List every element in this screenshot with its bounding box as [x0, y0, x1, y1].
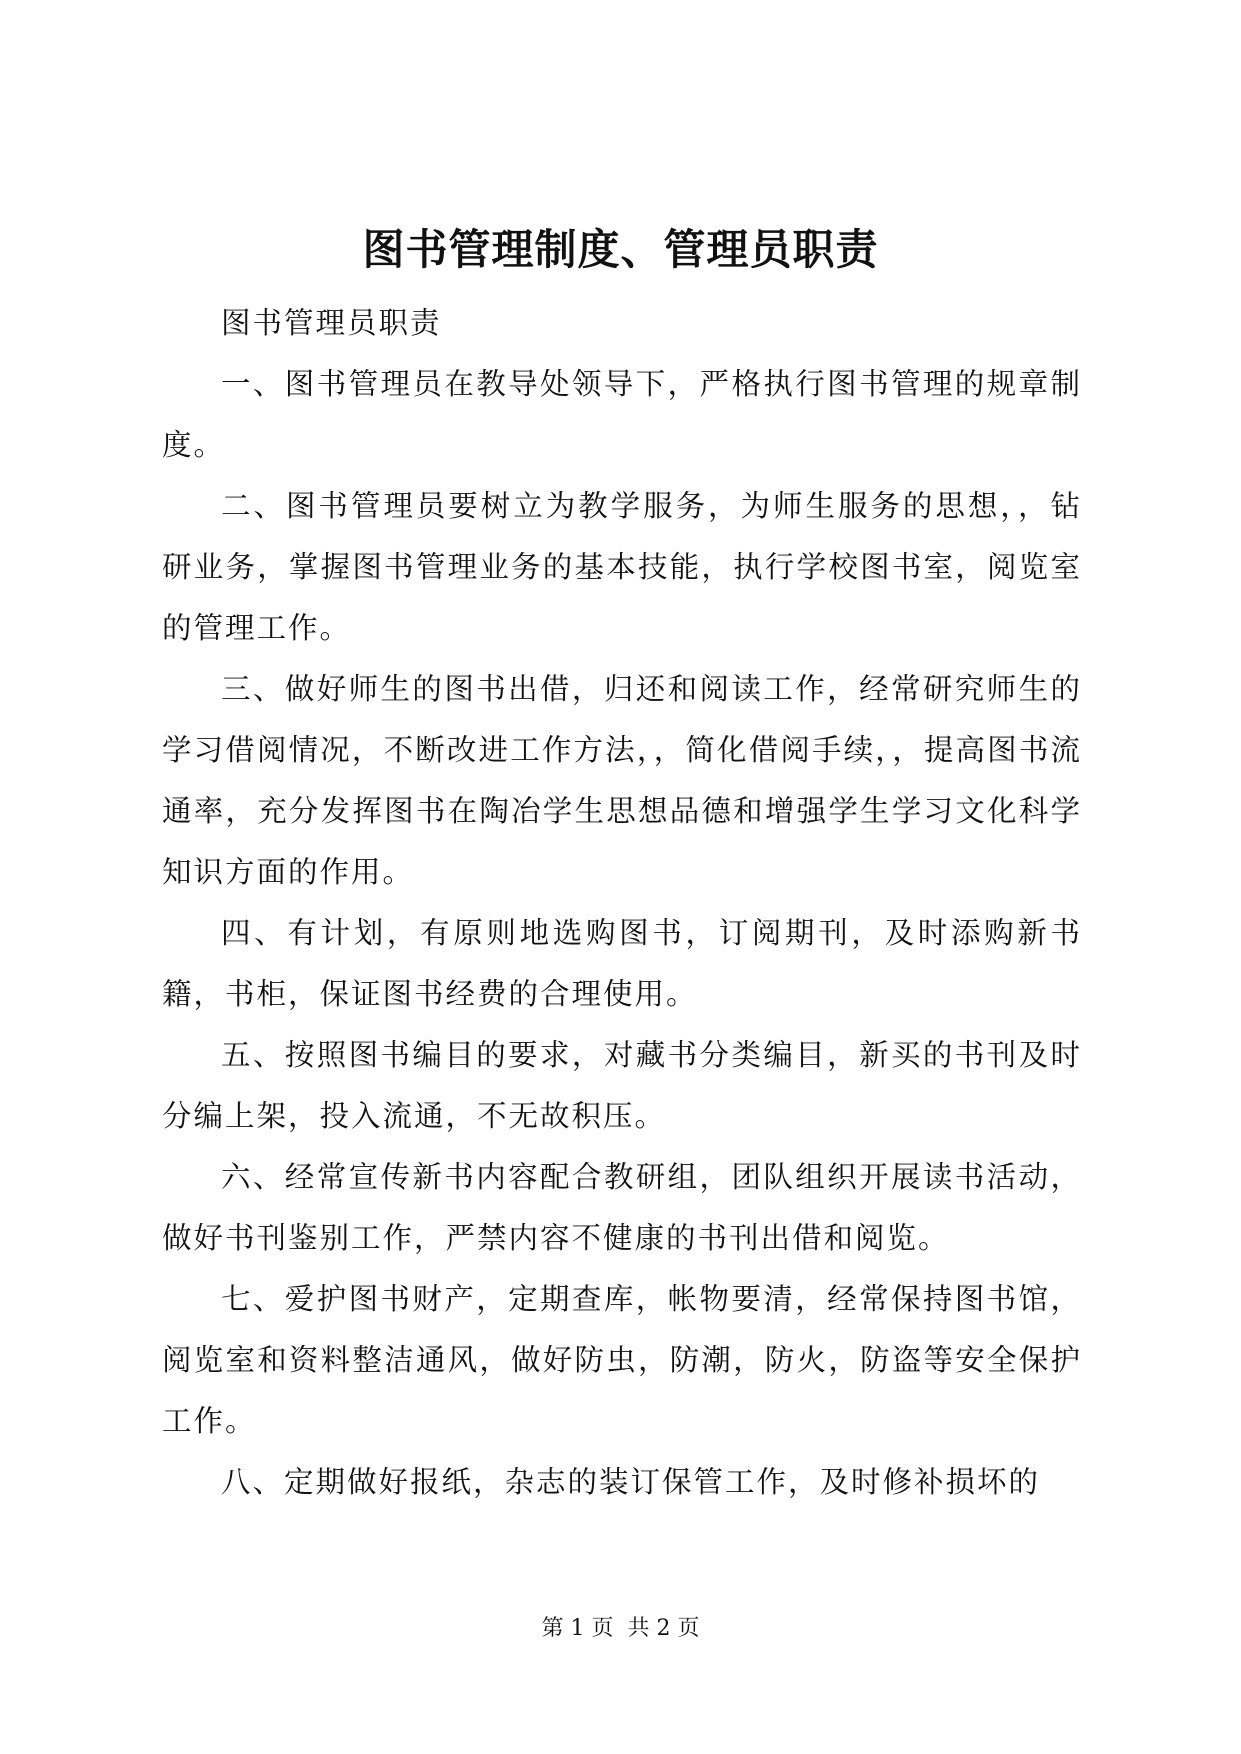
- document-title: 图书管理制度、管理员职责: [362, 225, 879, 274]
- document-body: [162, 293, 1082, 1513]
- section-heading: 图书管理员职责: [221, 306, 442, 340]
- paragraph-4: 四、有计划，有原则地选购图书，订阅期刊，及时添购新书籍，书柜，保证图书经费的合理使用。: [162, 916, 1082, 1011]
- paragraph-6: 六、经常宣传新书内容配合教研组，团队组织开展读书活动，做好书刊鉴别工作，严禁内容不健康的书刊出借和阅览。: [162, 1160, 1082, 1255]
- paragraph-8: 八、定期做好报纸，杂志的装订保管工作，及时修补损坏的: [221, 1465, 1041, 1499]
- paragraph-5: 五、按照图书编目的要求，对藏书分类编目，新买的书刊及时分编上架，投入流通，不无故积压。: [162, 1038, 1082, 1133]
- paragraph-1: 一、图书管理员在教导处领导下，严格执行图书管理的规章制度。: [162, 367, 1082, 462]
- paragraph-2: 二、图书管理员要树立为教学服务，为师生服务的思想，，钻研业务，掌握图书管理业务的基本技能，执行学校图书室，阅览室的管理工作。: [162, 489, 1082, 645]
- paragraph-3: 三、做好师生的图书出借，归还和阅读工作，经常研究师生的学习借阅情况，不断改进工作方法，，简化借阅手续，，提高图书流通率，充分发挥图书在陶冶学生思想品德和增强学生学习文化科学知识方面的作用。: [162, 672, 1082, 889]
- paragraph-7: 七、爱护图书财产，定期查库，帐物要清，经常保持图书馆，阅览室和资料整洁通风，做好防虫，防潮，防火，防盗等安全保护工作。: [162, 1282, 1082, 1438]
- page-footer: 第 1 页 共 2 页: [541, 1616, 700, 1641]
